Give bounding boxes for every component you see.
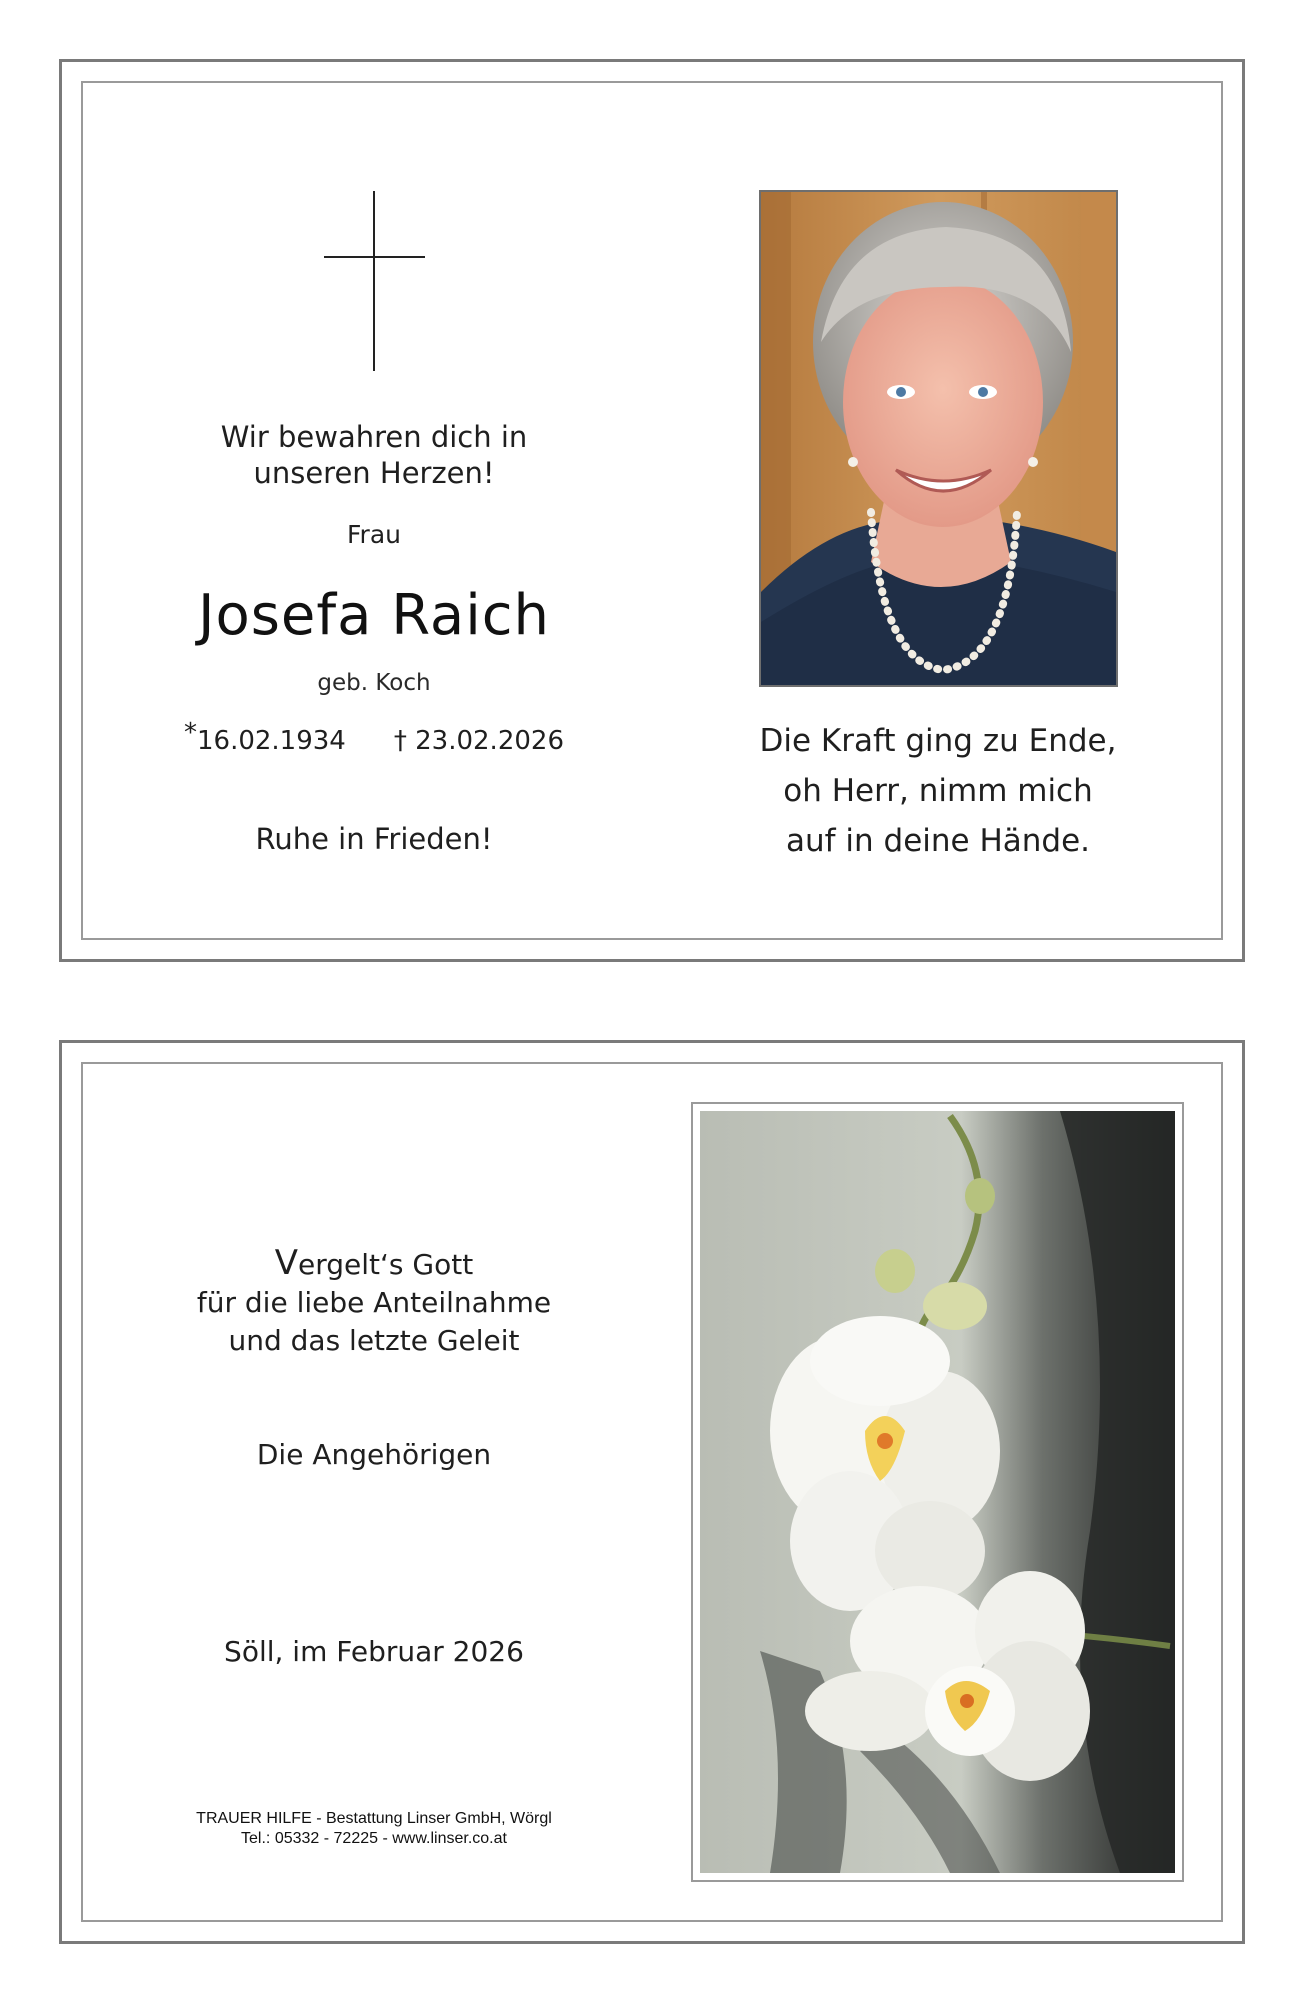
thanks-line-1-text: ergelt‘s Gott: [298, 1248, 474, 1281]
thanks-line-1: [156, 1244, 592, 1284]
verse-line-1: Wir bewahren dich in: [220, 420, 528, 454]
back-card: [59, 1040, 1245, 1944]
blessing: Ruhe in Frieden!: [255, 822, 493, 856]
verse-line-2: unseren Herzen!: [253, 456, 495, 490]
thanks: [156, 1244, 592, 1360]
quote-line-3: auf in deine Hände.: [785, 823, 1091, 859]
footer-line-1: TRAUER HILFE - Bestattung Linser GmbH, Wörgl: [196, 1810, 552, 1827]
thanks-initial: V: [274, 1243, 299, 1283]
maiden-name: geb. Koch: [317, 670, 431, 696]
thanks-line-2: für die liebe Anteilnahme: [196, 1286, 552, 1319]
life-dates: [156, 718, 592, 756]
birth-symbol: *: [183, 718, 197, 748]
birth-date: 16.02.1934: [196, 726, 346, 756]
death-symbol: †: [393, 726, 407, 756]
verse: [156, 419, 592, 491]
quote-line-1: Die Kraft ging zu Ende,: [759, 723, 1117, 759]
funeral-home-footer: [156, 1809, 592, 1849]
place-date: Söll, im Februar 2026: [224, 1635, 524, 1668]
death-date: 23.02.2026: [415, 726, 564, 756]
front-card: [59, 59, 1245, 962]
deceased-name: Josefa Raich: [197, 583, 551, 648]
thanks-line-3: und das letzte Geleit: [228, 1324, 520, 1357]
quote-line-2: oh Herr, nimm mich: [783, 773, 1093, 809]
footer-line-2: Tel.: 05332 - 72225 - www.linser.co.at: [241, 1830, 507, 1847]
family-signature: Die Angehörigen: [256, 1438, 492, 1471]
quote: [720, 716, 1156, 866]
salutation: Frau: [346, 520, 401, 549]
orchid-photo: [691, 1102, 1184, 1882]
portrait-photo: [759, 190, 1118, 687]
